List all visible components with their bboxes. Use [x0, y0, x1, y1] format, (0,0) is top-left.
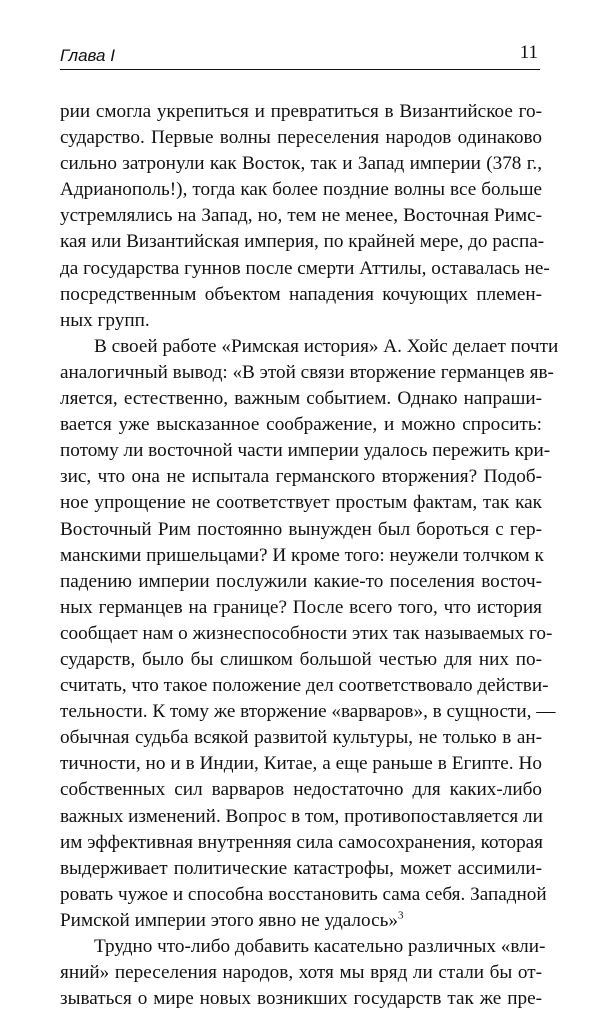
text-line: ровать чужое и способна восстановить сама себя. Западной: [60, 883, 547, 905]
text-line: зис, что она не испытала германского вторжения? Подоб-: [60, 466, 542, 488]
text-line-with-footnote: [60, 908, 542, 934]
footnote-marker: 3: [397, 909, 404, 922]
text-line: зываться о мире новых возникших государств так же пре-: [60, 988, 542, 1010]
text-line: ных групп.: [60, 309, 150, 331]
text-line: кая или Византийская империя, по крайней мере, до распа-: [60, 231, 545, 253]
running-header: [60, 40, 540, 70]
text-line: тичности, но и в Индии, Китае, а еще раньше в Египте. Но: [60, 753, 542, 775]
text-line: сударство. Первые волны переселения народов одинаково: [60, 127, 542, 149]
text-line: устремлялись на Запад, но, тем не менее, Восточная Римс-: [60, 205, 542, 227]
text-line: ляется, естественно, важным событием. Однако напраши-: [60, 388, 542, 410]
paragraph-1: [60, 99, 550, 334]
text-line: рии смогла укрепиться и превратиться в Византийское го-: [60, 101, 542, 122]
text-line: В своей работе «Римская история» А. Хойс делает почти: [94, 335, 559, 357]
text-line: яний» переселения народов, хотя мы вряд ли стали бы от-: [60, 962, 542, 984]
body-text: [60, 99, 559, 1012]
text-line: им эффективная внутренняя сила самосохранения, которая: [60, 831, 544, 853]
text-line: важных изменений. Вопрос в том, противопоставляется ли: [60, 805, 543, 827]
text-line: ных германцев на границе? После всего того, что история: [60, 596, 542, 618]
text-line: аналогичный вывод: «В этой связи вторжение германцев яв-: [60, 361, 554, 383]
text-line: манскими пришельцами? И кроме того: неужели толчком к: [60, 544, 544, 566]
text-line: да государства гуннов после смерти Аттилы, оставалась не-: [60, 257, 550, 279]
text-line: тельности. К тому же вторжение «варваров», в сущности, —: [60, 701, 556, 723]
paragraph-2: [60, 334, 559, 934]
text-line: сообщает нам о жизнеспособности этих так называемых го-: [60, 622, 553, 644]
text-line: собственных сил варваров недостаточно для каких-либо: [60, 779, 542, 801]
text-line: потому ли восточной части империи удалось пережить кри-: [60, 440, 551, 462]
text-line: Адрианополь!), тогда как более поздние волны все больше: [60, 179, 542, 201]
text-line: падению империи послужили какие-то поселения восточ-: [60, 570, 542, 592]
text-line: ное упрощение не соответствует простым фактам, так как: [60, 492, 542, 514]
text-line: обычная судьба всякой развитой культуры, не только в ан-: [60, 727, 542, 749]
text-line: Восточный Рим постоянно вынужден был бороться с гер-: [60, 518, 542, 540]
page-number: 11: [519, 42, 538, 63]
paragraph-3: [60, 934, 546, 1012]
text-line: Трудно что-либо добавить касательно различных «вли-: [94, 936, 546, 957]
text-line: посредственным объектом нападения кочующих племен-: [60, 283, 542, 305]
text-line: считать, что такое положение дел соответствовало действи-: [60, 675, 549, 697]
text-line: сударств, было бы слишком большой честью для них по-: [60, 648, 542, 670]
text-line: Римской империи этого явно не удалось»: [60, 909, 398, 931]
chapter-title: Глава I: [60, 46, 115, 65]
text-line: сильно затронули как Восток, так и Запад империи (378 г.,: [60, 153, 542, 175]
text-line: вается уже высказанное соображение, и можно спросить:: [60, 414, 542, 436]
header-rule: [60, 69, 540, 70]
text-line: выдерживает политические катастрофы, может ассимили-: [60, 857, 542, 879]
